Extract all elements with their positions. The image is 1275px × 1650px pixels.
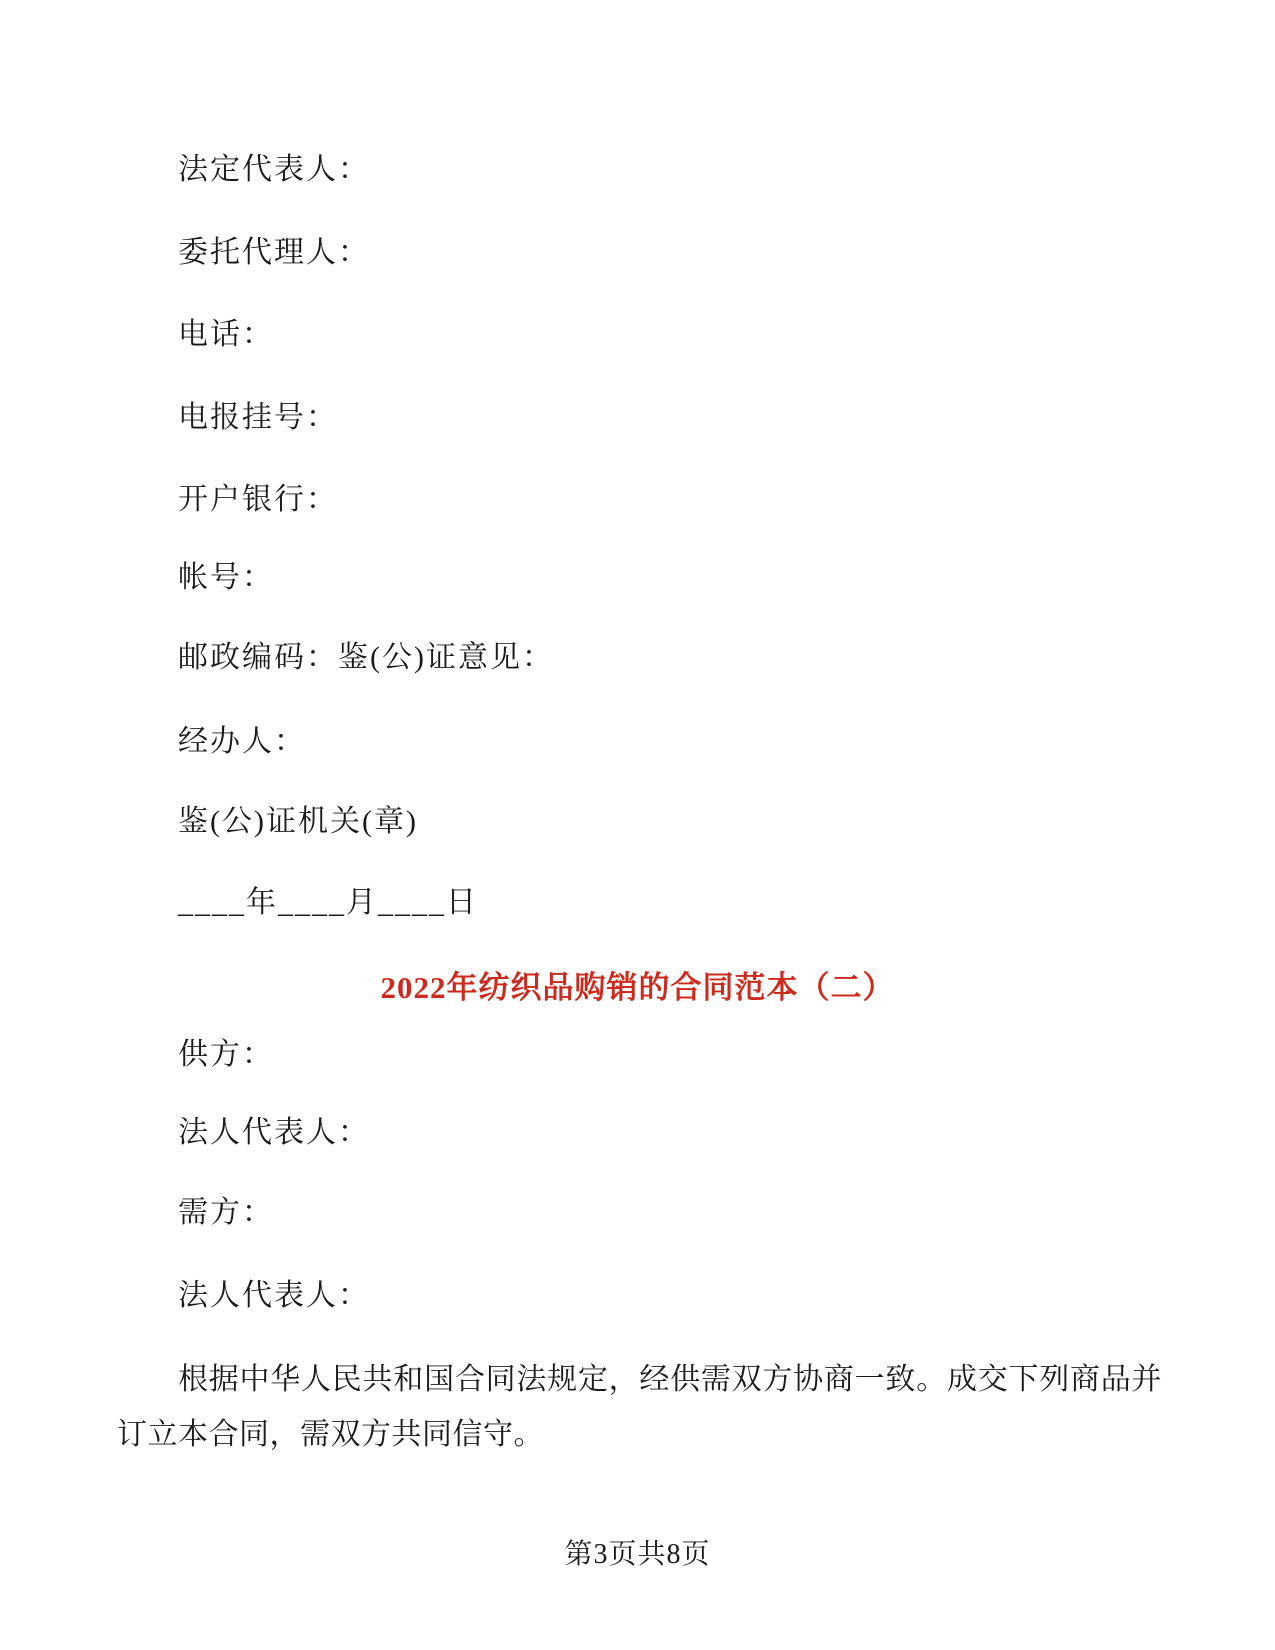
field-supplier: 供方： bbox=[178, 1038, 274, 1071]
field-buyer: 需方： bbox=[178, 1196, 274, 1229]
field-legal-representative: 法定代表人： bbox=[178, 153, 370, 186]
field-date-line: ____年____月____日 bbox=[178, 886, 478, 919]
field-postal-code-notarization: 邮政编码：鉴(公)证意见： bbox=[178, 641, 554, 674]
field-bank: 开户银行： bbox=[178, 483, 338, 516]
field-notary-authority-seal: 鉴(公)证机关(章) bbox=[178, 805, 418, 838]
field-legal-rep-buyer: 法人代表人： bbox=[178, 1279, 370, 1312]
field-entrusted-agent: 委托代理人： bbox=[178, 236, 370, 269]
field-telegraph-registration: 电报挂号： bbox=[178, 401, 338, 434]
section-heading: 2022年纺织品购销的合同范本（二） bbox=[380, 970, 895, 1005]
field-phone: 电话： bbox=[178, 318, 274, 351]
field-account-number: 帐号： bbox=[178, 561, 274, 594]
contract-intro-paragraph: 根据中华人民共和国合同法规定，经供需双方协商一致。成交下列商品并订立本合同，需双方共同信守。 bbox=[117, 1363, 1162, 1451]
field-handler: 经办人： bbox=[178, 725, 306, 758]
field-legal-rep-supplier: 法人代表人： bbox=[178, 1116, 370, 1149]
page-number-footer: 第3页共8页 bbox=[564, 1539, 711, 1570]
